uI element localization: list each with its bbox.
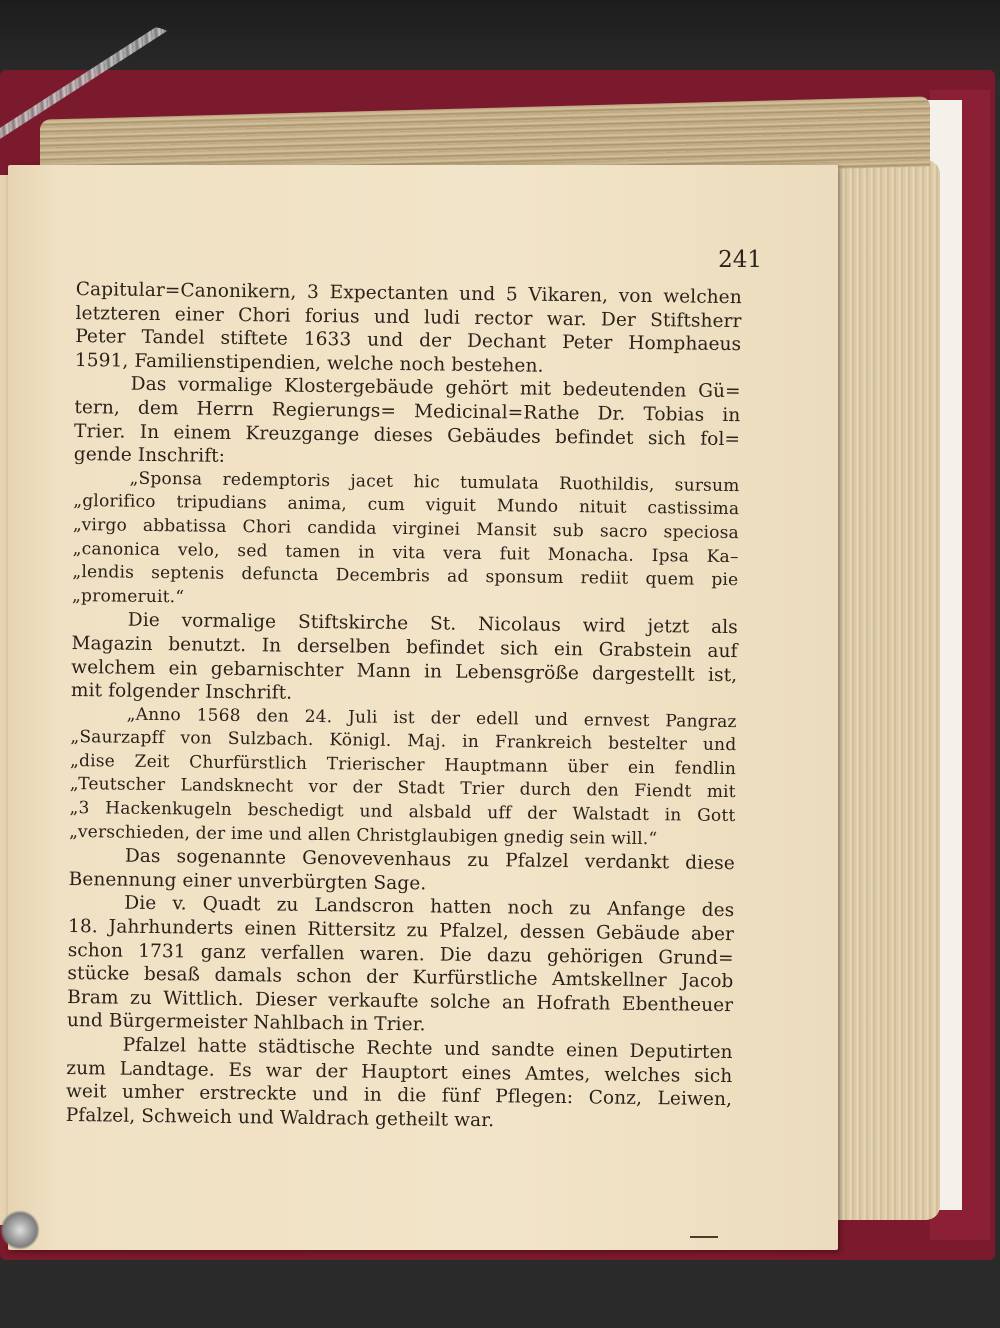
text-line: stücke besaß damals schon der Kurfürstliche Amtskellner Jacob xyxy=(67,963,734,993)
text-line: „dise Zeit Churfürstlich Trierischer Hauptmann über ein fendlin xyxy=(69,750,737,779)
text-line: Das sogenannte Genovevenhaus zu Pfalzel verdankt diese xyxy=(124,845,736,875)
text-line: „Saurzapff von Sulzbach. Königl. Maj. in Frankreich bestelter und xyxy=(70,727,737,756)
text-line: „Anno 1568 den 24. Juli ist der edell und ernvest Pangraz xyxy=(126,704,737,732)
text-line: „promeruit.“ xyxy=(71,585,185,608)
text-line: 18. Jahrhunderts einen Rittersitz zu Pfalzel, dessen Gebäude aber xyxy=(67,915,735,946)
paragraph-p2 xyxy=(74,372,741,475)
text-line: und Bürgermeister Nahlbach in Trier. xyxy=(66,1010,426,1036)
text-line: Peter Tandel stiftete 1633 und der Dechant Peter Homphaeus xyxy=(75,326,742,356)
text-line: Capitular=Canonikern, 3 Expectanten und 5 Vikaren, von welchen xyxy=(75,278,742,309)
text-line: „3 Hackenkugeln beschedigt und alsbald uff der Walstadt in Gott xyxy=(69,798,736,827)
footer-mark xyxy=(690,1236,718,1238)
binding-ring xyxy=(0,1210,40,1250)
text-line: Die v. Quadt zu Landscron hatten noch zu Anfange des xyxy=(124,893,735,922)
text-line: Trier. In einem Kreuzgange dieses Gebäudes befindet sich fol= xyxy=(74,420,741,450)
text-line: „canonica velo, sed tamen in vita vera fuit Monacha. Ipsa Ka– xyxy=(72,538,739,567)
text-line: Bram zu Wittlich. Dieser verkaufte solche an Hofrath Ebentheuer xyxy=(67,986,734,1016)
text-line: Benennung einer unverbürgten Sage. xyxy=(68,868,427,895)
paragraph-p3 xyxy=(72,467,740,617)
text-line: „glorifico tripudians anima, cum viguit Mundo nituit castissima xyxy=(73,491,740,520)
text-line: gende Inschrift: xyxy=(73,444,226,467)
text-line: welchem ein gebarnischter Mann in Lebensgröße dargestellt ist, xyxy=(71,656,738,686)
text-line: „virgo abbatissa Chori candida virginei Mansit sub sacro speciosa xyxy=(72,514,740,544)
text-line: schon 1731 ganz verfallen waren. Die dazu gehörigen Grund= xyxy=(67,939,734,969)
text-line: Das vormalige Klostergebäude gehört mit bedeutenden Gü= xyxy=(130,374,741,403)
paragraph-p7 xyxy=(67,891,735,1041)
text-line: 1591, Familienstipendien, welche noch bestehen. xyxy=(74,349,544,377)
paragraph-p5 xyxy=(69,703,737,853)
text-line: tern, dem Herrn Regierungs= Medicinal=Rathe Dr. Tobias in xyxy=(74,396,741,427)
paragraph-p8 xyxy=(66,1033,733,1136)
page-number: 241 xyxy=(718,247,762,273)
paragraph-p4 xyxy=(71,608,738,711)
page-text xyxy=(66,278,742,1135)
text-line: Die vormalige Stiftskirche St. Nicolaus wird jetzt als xyxy=(127,609,738,639)
text-line: Magazin benutzt. In derselben befindet sich ein Grabstein auf xyxy=(71,632,738,663)
page-stack-edge xyxy=(820,160,940,1220)
text-line: weit umher erstreckte und in die fünf Pflegen: Conz, Leiwen, xyxy=(65,1081,733,1111)
paragraph-p6 xyxy=(69,844,736,899)
text-line: „verschieden, der ime und allen Christglaubigen gnedig sein will.“ xyxy=(69,821,658,849)
text-line: „lendis septenis defuncta Decembris ad sponsum rediit quem pie xyxy=(72,562,739,591)
text-line: zum Landtage. Es war der Hauptort eines Amtes, welches sich xyxy=(66,1057,733,1087)
text-line: Pfalzel, Schweich und Waldrach getheilt war. xyxy=(65,1104,495,1131)
text-line: „Sponsa redemptoris jacet hic tumulata Ruothildis, sursum xyxy=(129,468,740,496)
text-line: mit folgender Inschrift. xyxy=(70,680,293,704)
text-line: letzteren einer Chori forius und ludi rector war. Der Stiftsherr xyxy=(75,302,742,332)
text-line: Pfalzel hatte städtische Rechte und sandte einen Deputirten xyxy=(122,1034,733,1064)
paragraph-p1 xyxy=(75,278,742,381)
text-line: „Teutscher Landsknecht vor der Stadt Trier durch den Fiendt mit xyxy=(69,774,736,803)
